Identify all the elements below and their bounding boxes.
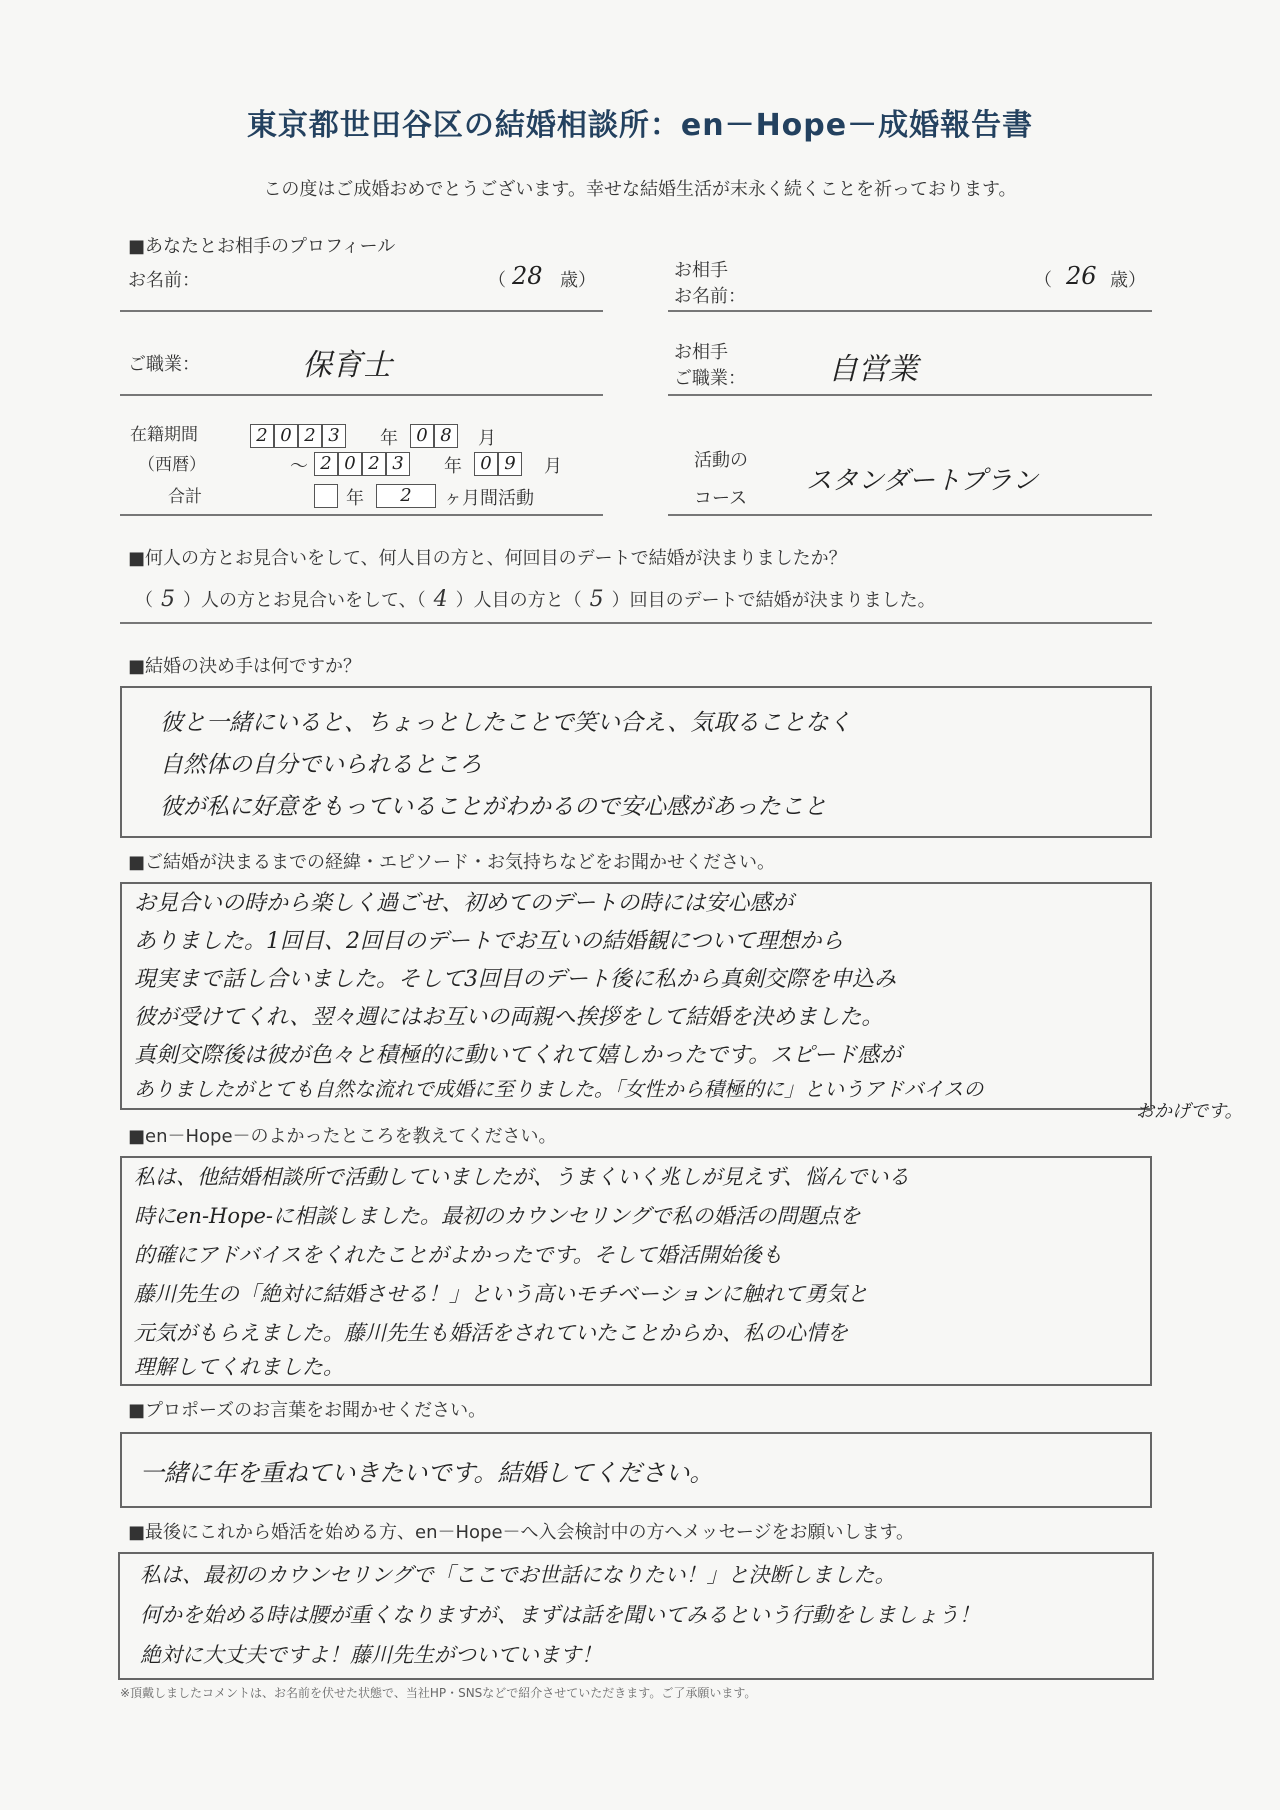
course-underline: [668, 514, 1152, 516]
age-close: 歳）: [560, 270, 596, 291]
goodpoints-line: 藤川先生の「絶対に結婚させる！」という高いモチベーションに触れて勇気と: [134, 1282, 869, 1306]
episode-line: ありましたがとても自然な流れで成婚に至りました。「女性から積極的に」というアドバイスの: [134, 1077, 984, 1101]
goodpoints-line: 理解してくれました。: [134, 1355, 344, 1379]
age-open: （: [488, 270, 506, 291]
end-year-digit: 0: [338, 452, 362, 476]
goodpoints-line: 私は、他結婚相談所で活動していましたが、うまくいく兆しが見えず、悩んでいる: [134, 1165, 910, 1189]
footnote: ※頂戴しましたコメントは、お名前を伏せた状態で、当社HP・SNSなどで紹介させていただきます。ご了承願います。: [120, 1686, 757, 1700]
profile-heading: ■あなたとお相手のプロフィール: [128, 236, 396, 257]
start-month-digit: 0: [410, 424, 434, 448]
name-underline: [120, 310, 603, 312]
course-label-1: 活動の: [694, 450, 748, 471]
goodpoints-line: 時にen-Hope-に相談しました。最初のカウンセリングで私の婚活の問題点を: [134, 1204, 861, 1228]
proposal-heading: ■プロポーズのお言葉をお聞かせください。: [128, 1400, 487, 1421]
meetings-part3: ）回目のデートで結婚が決まりました。: [611, 590, 936, 611]
partner-occupation-underline: [668, 394, 1152, 396]
end-year-digit: 2: [314, 452, 338, 476]
meetings-part2: ）人目の方と（: [455, 590, 582, 611]
message-line: 何かを始める時は腰が重くなりますが、まずは話を聞いてみるという行動をしましょう！: [140, 1603, 980, 1627]
start-year-digit: 2: [250, 424, 274, 448]
total-months-value: 2: [400, 485, 412, 506]
meetings-answer: [135, 586, 936, 612]
course-value: スタンダートプラン: [806, 466, 1039, 496]
start-year-unit: 年: [380, 428, 398, 449]
meetings-part1: ）人の方とお見合いをして、（: [183, 590, 426, 611]
period-label-1: 在籍期間: [130, 425, 198, 445]
episode-line: 現実まで話し合いました。そして3回目のデート後に私から真剣交際を申込み: [134, 967, 896, 992]
end-month-digit: 9: [498, 452, 522, 476]
partner-occupation-label-2: ご職業：: [674, 368, 746, 389]
episode-line: 彼が受けてくれ、翌々週にはお互いの両親へ挨拶をして結婚を決めました。: [134, 1005, 884, 1030]
name-label: お名前：: [128, 270, 200, 291]
partner-occupation-label-1: お相手: [674, 342, 728, 363]
partner-age-open: （: [1034, 270, 1052, 291]
message-heading: ■最後にこれから婚活を始める方、en－Hope－へ入会検討中の方へメッセージをお願いします。: [128, 1522, 915, 1543]
intro-text: この度はご成婚おめでとうございます。幸せな結婚生活が末永く続くことを祈っております。: [263, 179, 1017, 200]
goodpoints-line: 的確にアドバイスをくれたことがよかったです。そして婚活開始後も: [134, 1243, 783, 1267]
meetings-count: 5: [161, 587, 175, 612]
episode-line: 真剣交際後は彼が色々と積極的に動いてくれて嬉しかったです。スピード感が: [134, 1043, 902, 1068]
total-year-unit: 年: [346, 488, 364, 509]
deciding-line: 自然体の自分でいられるところ: [160, 752, 482, 778]
deciding-line: 彼と一緒にいると、ちょっとしたことで笑い合え、気取ることなく: [160, 710, 852, 736]
page-title: 東京都世田谷区の結婚相談所：en－Hope－成婚報告書: [246, 108, 1034, 143]
meetings-underline: [120, 622, 1152, 624]
total-unit: ヶ月間活動: [444, 488, 534, 509]
partner-name-underline: [668, 310, 1152, 312]
start-month-digit: 8: [434, 424, 458, 448]
occupation-label: ご職業：: [128, 354, 200, 375]
end-year-unit: 年: [444, 456, 462, 477]
start-year-digit: 0: [274, 424, 298, 448]
episode-line: お見合いの時から楽しく過ごせ、初めてのデートの時には安心感が: [134, 891, 794, 916]
end-month-unit: 月: [544, 456, 562, 477]
proposal-text: 一緒に年を重ねていきたいです。結婚してください。: [140, 1459, 714, 1487]
meetings-date-no: 5: [589, 587, 604, 612]
end-year-digit: 2: [362, 452, 386, 476]
total-months-box: [376, 484, 436, 508]
message-line: 私は、最初のカウンセリングで「ここでお世話になりたい！」と決断しました。: [140, 1563, 896, 1587]
period-tilde: ～: [290, 456, 308, 477]
start-month-unit: 月: [478, 428, 496, 449]
end-year-digit: 3: [386, 452, 410, 476]
episode-overflow: おかげです。: [1136, 1101, 1243, 1122]
start-year-digit: 2: [298, 424, 322, 448]
period-underline: [120, 514, 603, 516]
message-line: 絶対に大丈夫ですよ！藤川先生がついています！: [140, 1643, 602, 1667]
episode-line: ありました。1回目、2回目のデートでお互いの結婚観について理想から: [134, 929, 844, 954]
meetings-nth: 4: [433, 587, 448, 612]
partner-name-label-1: お相手: [674, 260, 728, 281]
occupation-underline: [120, 394, 603, 396]
goodpoints-heading: ■en－Hope－のよかったところを教えてください。: [128, 1126, 557, 1147]
deciding-line: 彼が私に好意をもっていることがわかるので安心感があったこと: [160, 794, 827, 820]
partner-name-label-2: お名前：: [674, 286, 746, 307]
episode-heading: ■ご結婚が決まるまでの経緯・エピソード・お気持ちなどをお聞かせください。: [128, 852, 776, 873]
total-label: 合計: [168, 487, 202, 507]
start-year-digit: 3: [322, 424, 346, 448]
end-month-digit: 0: [474, 452, 498, 476]
age-value: 28: [512, 262, 543, 290]
period-label-2: （西暦）: [138, 455, 206, 475]
goodpoints-line: 元気がもらえました。藤川先生も婚活をされていたことからか、私の心情を: [134, 1321, 848, 1345]
total-years-box: [314, 484, 338, 508]
course-label-2: コース: [694, 488, 748, 509]
partner-age-value: 26: [1066, 262, 1097, 290]
occupation-value: 保育士: [302, 348, 392, 383]
meetings-heading: ■何人の方とお見合いをして、何人目の方と、何回目のデートで結婚が決まりましたか？: [128, 548, 847, 569]
partner-age-close: 歳）: [1110, 270, 1146, 291]
deciding-heading: ■結婚の決め手は何ですか？: [128, 656, 362, 677]
partner-occupation-value: 自営業: [828, 352, 918, 387]
meetings-open: （: [135, 590, 153, 611]
